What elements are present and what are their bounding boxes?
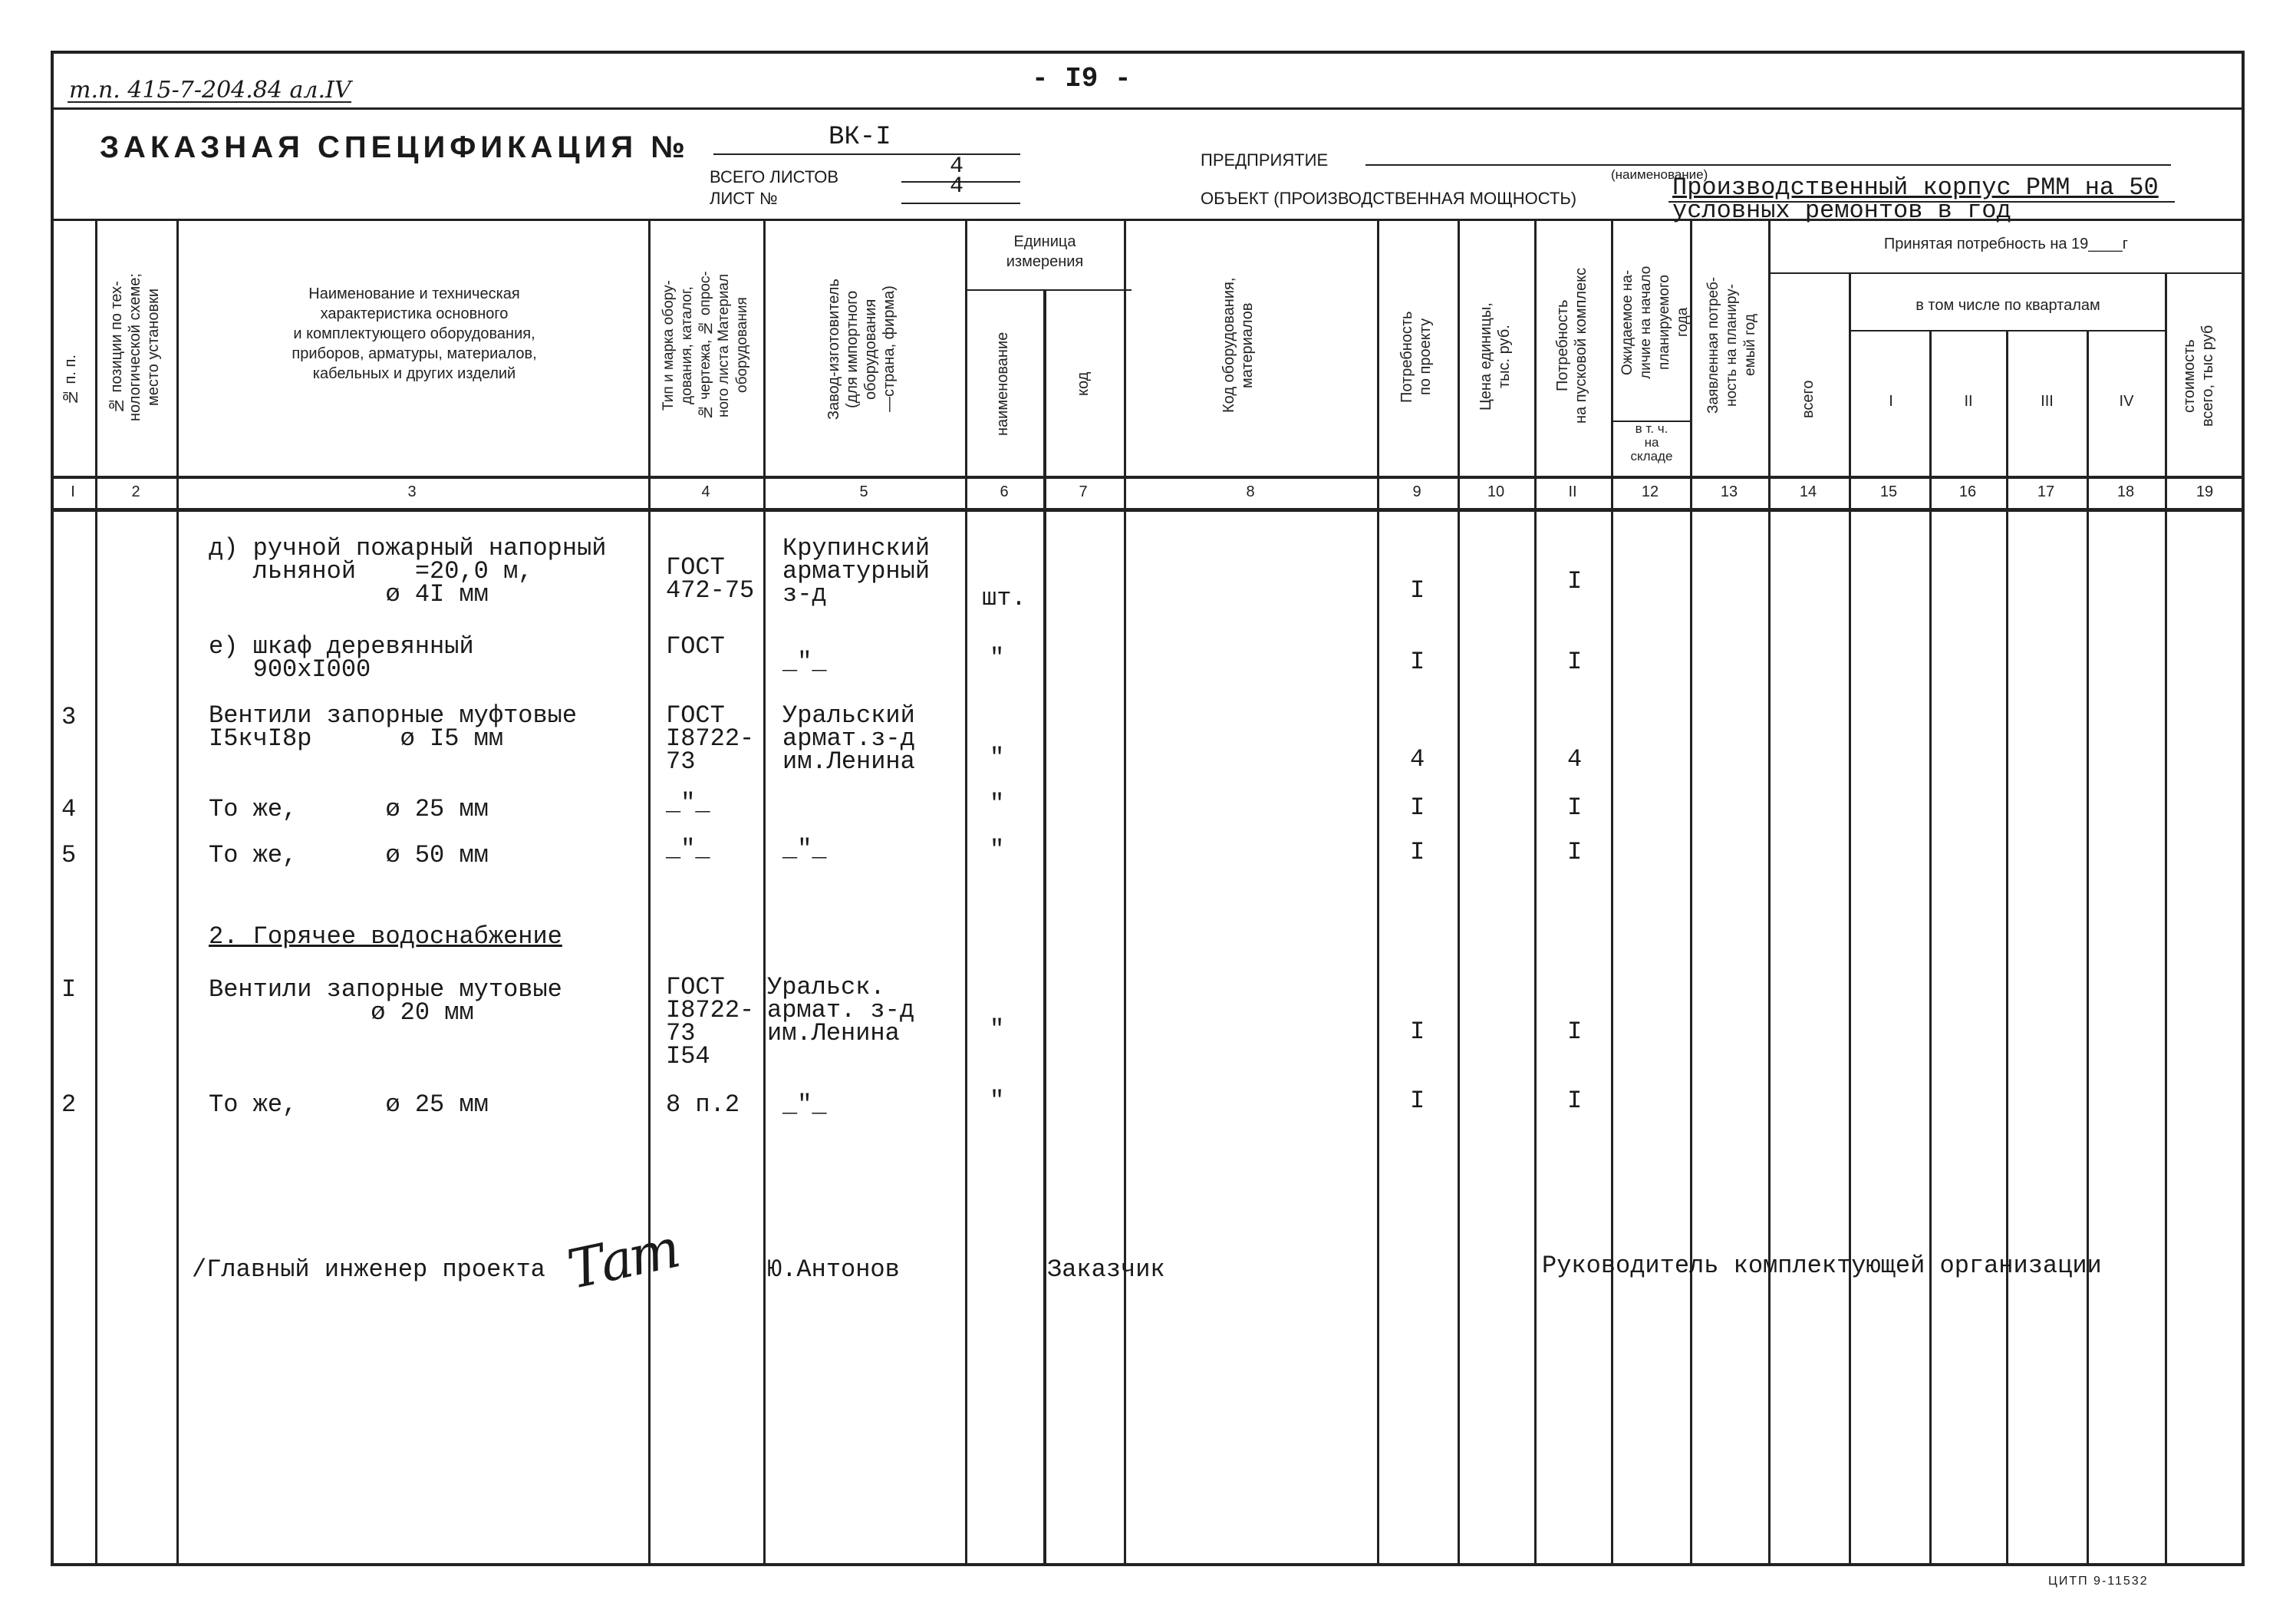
row-maker: _"_ <box>782 1090 827 1119</box>
spec-number: ВК-I <box>828 123 891 152</box>
col-number-15: 15 <box>1879 483 1898 500</box>
header-cost: стоимость всего, тыс руб <box>2181 325 2216 427</box>
col-number-12: 12 <box>1641 483 1659 500</box>
object-value-line2: условных ремонтов в год <box>1672 196 2011 225</box>
col-number-7: 7 <box>1079 483 1088 500</box>
col-border-16 <box>2006 330 2008 1566</box>
row-unit: " <box>990 836 1005 864</box>
row-start: 4 <box>1567 745 1583 773</box>
enterprise-line <box>1365 164 2171 166</box>
row-maker: Уральск. армат. з-д им.Ленина <box>767 973 915 1047</box>
col-number-3: 3 <box>407 483 417 500</box>
col-border-5 <box>965 219 967 1566</box>
col-border-2 <box>176 219 179 1566</box>
row-name: е) шкаф деревянный 900хI000 <box>209 632 474 684</box>
header-in-stock: в т. ч. на складе <box>1630 421 1673 463</box>
total-sheets-value: 4 <box>950 153 964 180</box>
header-total: всего <box>1800 380 1817 418</box>
row-start: I <box>1567 793 1583 822</box>
row-name: То же, ø 25 мм <box>209 1090 489 1119</box>
row-need: I <box>1410 1087 1425 1115</box>
object-line <box>1668 201 2175 203</box>
header-accepted-need: Принятая потребность на 19____г <box>1883 236 2129 252</box>
row-unit: " <box>990 1087 1005 1115</box>
col-number-16: 16 <box>1958 483 1977 500</box>
row-unit: " <box>990 644 1005 672</box>
document-code: т.п. 415-7-204.84 ал.IV <box>69 77 351 104</box>
enterprise-label: ПРЕДПРИЯТИЕ <box>1201 150 1329 170</box>
object-value-line1: Производственный корпус РММ на 50 <box>1672 173 2159 202</box>
row-need: I <box>1410 793 1425 822</box>
total-sheets-label: ВСЕГО ЛИСТОВ <box>710 167 839 186</box>
section-hot-water: 2. Горячее водоснабжение <box>209 922 562 951</box>
row-maker: Крупинский арматурный з-д <box>782 534 931 609</box>
col-border-7 <box>1124 219 1126 1566</box>
col-number-14: 14 <box>1799 483 1817 500</box>
row-type: ГОСТ 472-75 <box>666 553 755 605</box>
form-title: ЗАКАЗНАЯ СПЕЦИФИКАЦИЯ № <box>100 130 690 164</box>
sheet-label: ЛИСТ № <box>710 189 778 208</box>
row-name: То же, ø 50 мм <box>209 841 489 869</box>
naimenovanie-caption: (наименование) <box>1611 167 1708 182</box>
row-number: 5 <box>61 841 77 869</box>
col-border-11 <box>1611 219 1613 1566</box>
row-number: 3 <box>61 703 77 731</box>
header-q2: II <box>1964 393 1973 410</box>
header-q1: I <box>1889 393 1893 410</box>
col-border-3 <box>648 219 651 1566</box>
row-number: I <box>61 975 77 1004</box>
row-name: д) ручной пожарный напорный льняной =20,0 м, ø 4I мм <box>209 534 607 609</box>
col-border-12 <box>1690 219 1692 1566</box>
col-number-10: 10 <box>1487 483 1505 500</box>
col-number-11: II <box>1568 483 1577 500</box>
col-border-1 <box>95 219 97 1566</box>
col-border-17 <box>2087 330 2089 1566</box>
header-expected-stock: Ожидаемое на- личие на начало планируемого года <box>1619 266 1691 379</box>
col-number-2: 2 <box>131 483 140 500</box>
header-unit-code: код <box>1075 371 1092 396</box>
unit-split-rule <box>967 289 1132 291</box>
row-start: I <box>1567 1087 1583 1115</box>
header-manufacturer: Завод-изготовитель (для импортного оборудования —страна, фирма) <box>825 279 898 420</box>
col-number-5: 5 <box>859 483 868 500</box>
row-need: 4 <box>1410 745 1425 773</box>
row-maker: Уральский армат.з-д им.Ленина <box>782 701 915 776</box>
signature: Тат <box>562 1217 683 1301</box>
header-unit-price: Цена единицы, тыс. руб. <box>1477 302 1513 411</box>
supplier-head-label: Руководитель комплектующей организации <box>1542 1252 2102 1280</box>
col-border-8 <box>1377 219 1379 1566</box>
row-maker: _"_ <box>782 835 827 863</box>
col-number-1: I <box>71 483 75 500</box>
col-border-15 <box>1929 330 1932 1566</box>
header-start-complex-need: Потребность на пусковой комплекс <box>1554 267 1589 424</box>
customer-label: Заказчик <box>1047 1255 1165 1284</box>
row-unit: " <box>990 790 1005 818</box>
page-number: - I9 - <box>1032 63 1132 94</box>
col-border-13 <box>1768 219 1771 1566</box>
row-type: 8 п.2 <box>666 1090 740 1119</box>
row-type: ГОСТ I8722- 73 I54 <box>666 973 755 1070</box>
row-need: I <box>1410 576 1425 605</box>
row-start: I <box>1567 1018 1583 1046</box>
sheet-value: 4 <box>950 173 964 200</box>
col-number-13: 13 <box>1720 483 1738 500</box>
row-need: I <box>1410 648 1425 676</box>
header-project-need: Потребность по проекту <box>1398 311 1434 403</box>
header-unit-name: наименование <box>994 331 1011 436</box>
row-number: 2 <box>61 1090 77 1119</box>
col-border-4 <box>763 219 766 1566</box>
col-number-6: 6 <box>1000 483 1009 500</box>
col-border-18 <box>2165 272 2167 1566</box>
col-number-17: 17 <box>2037 483 2055 500</box>
row-maker: _"_ <box>782 648 827 676</box>
col-border-6 <box>1043 289 1046 1566</box>
sheet-line <box>901 203 1020 204</box>
header-quarters: в том числе по кварталам <box>1916 297 2100 314</box>
col-border-14 <box>1849 272 1851 1566</box>
need-split-rule <box>1768 272 2245 274</box>
object-label: ОБЪЕКТ (ПРОИЗВОДСТВЕННАЯ МОЩНОСТЬ) <box>1201 189 1577 208</box>
header-position: № позиции по тех- нологической схеме; место установки <box>108 273 162 421</box>
row-unit: шт. <box>982 584 1026 612</box>
row-start: I <box>1567 567 1583 595</box>
row-type: _"_ <box>666 789 710 817</box>
col-number-19: 19 <box>2196 483 2214 500</box>
col-number-18: 18 <box>2116 483 2135 500</box>
header-name-description: Наименование и техническая характеристика основного и комплектующего оборудования, приборов, арматуры, материалов, кабельных и других изделий <box>292 285 537 382</box>
chief-engineer-label: /Главный инженер проекта <box>192 1255 545 1284</box>
row-type: ГОСТ <box>666 632 725 661</box>
row-start: I <box>1567 648 1583 676</box>
header-declared-need: Заявленная потреб- ность на планиру- емый год <box>1705 276 1758 414</box>
col-number-9: 9 <box>1412 483 1421 500</box>
col-border-9 <box>1458 219 1460 1566</box>
row-name: Вентили запорные муфтовые I5кчI8р ø I5 мм <box>209 701 578 753</box>
row-need: I <box>1410 1018 1425 1046</box>
spec-number-line <box>713 153 1020 155</box>
row-unit: " <box>990 744 1005 772</box>
header-equipment-code: Код оборудования, материалов <box>1220 277 1256 414</box>
chief-engineer-name: Ю.Антонов <box>767 1255 900 1284</box>
header-q4: IV <box>2119 393 2134 410</box>
header-q3: III <box>2041 393 2054 410</box>
row-name: Вентили запорные мутовые ø 20 мм <box>209 975 562 1027</box>
print-stamp: ЦИТП 9-11532 <box>2048 1575 2149 1588</box>
row-type: _"_ <box>666 835 710 863</box>
col-number-8: 8 <box>1246 483 1255 500</box>
row-type: ГОСТ I8722- 73 <box>666 701 755 776</box>
header-row-number: № п. п. <box>62 355 79 405</box>
header-unit: Единица измерения <box>1006 233 1084 270</box>
col-border-10 <box>1534 219 1537 1566</box>
header-type-brand: Тип и марка обору- дования, каталог, № чертежа, № опрос- ного листа Материал оборудования <box>660 271 750 420</box>
col-number-4: 4 <box>701 483 710 500</box>
row-name: То же, ø 25 мм <box>209 795 489 823</box>
header-top-rule <box>51 107 2245 110</box>
table-top-rule <box>51 219 2245 221</box>
column-number-bottom-rule <box>51 508 2245 512</box>
row-number: 4 <box>61 795 77 823</box>
row-start: I <box>1567 838 1583 866</box>
column-number-top-rule <box>51 476 2245 479</box>
row-unit: " <box>990 1015 1005 1044</box>
row-need: I <box>1410 838 1425 866</box>
